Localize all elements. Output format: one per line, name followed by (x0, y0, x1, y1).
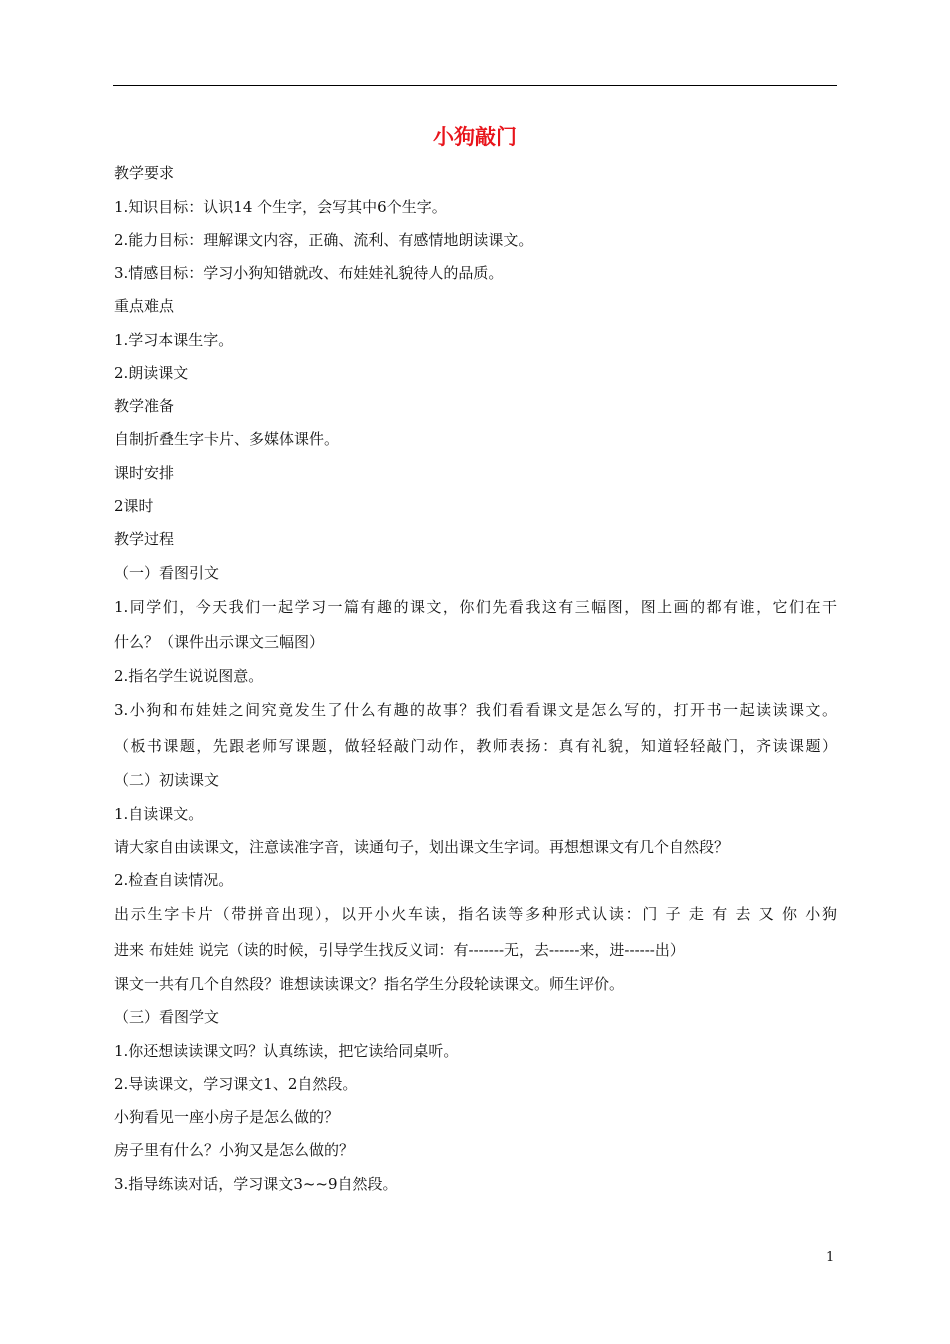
text-line: 1.你还想读读课文吗？认真练读，把它读给同桌听。 (114, 1042, 459, 1060)
document-title: 小狗敲门 (433, 124, 517, 149)
text-line: 课时安排 (114, 464, 175, 482)
text-line: 教学过程 (114, 530, 175, 548)
text-line: 房子里有什么？小狗又是怎么做的？ (114, 1141, 355, 1159)
text-line: 2.能力目标：理解课文内容，正确、流利、有感情地朗读课文。 (114, 231, 534, 249)
text-line: 1.自读课文。 (114, 805, 204, 823)
text-line: 小狗看见一座小房子是怎么做的？ (114, 1108, 340, 1126)
text-line: 重点难点 (114, 297, 175, 315)
text-line: 进来 布娃娃 说完（读的时候，引导学生找反义词：有-------无，去------来，进------出） (114, 941, 685, 959)
text-line: 2课时 (114, 497, 154, 515)
text-line: 1.同学们，今天我们一起学习一篇有趣的课文，你们先看我这有三幅图，图上画的都有谁，它们在干 (114, 598, 837, 616)
text-line: 2.导读课文，学习课文1、2自然段。 (114, 1075, 358, 1093)
text-line: 3.小狗和布娃娃之间究竟发生了什么有趣的故事？我们看看课文是怎么写的，打开书一起读读课文。 (114, 701, 837, 719)
text-line: 请大家自由读课文，注意读准字音，读通句子，划出课文生字词。再想想课文有几个自然段？ (114, 838, 730, 856)
text-line: 2.指名学生说说图意。 (114, 667, 264, 685)
text-line: 课文一共有几个自然段？谁想读读课文？指名学生分段轮读课文。师生评价。 (114, 975, 625, 993)
text-line: 3.情感目标：学习小狗知错就改、布娃娃礼貌待人的品质。 (114, 264, 504, 282)
page-number: 1 (826, 1250, 835, 1265)
text-line: 3.指导练读对话，学习课文3~~9自然段。 (114, 1175, 398, 1193)
text-line: 1.知识目标：认识14 个生字，会写其中6个生字。 (114, 198, 447, 216)
text-line: 教学准备 (114, 397, 175, 415)
text-line: 教学要求 (114, 164, 175, 182)
header-rule (113, 85, 837, 86)
text-line: 出示生字卡片（带拼音出现），以开小火车读，指名读等多种形式认读：门 子 走 有 去 又 你 小狗 (114, 905, 837, 923)
text-line: 2.检查自读情况。 (114, 871, 234, 889)
text-line: （三）看图学文 (114, 1008, 220, 1026)
text-line: 自制折叠生字卡片、多媒体课件。 (114, 430, 340, 448)
text-line: 2.朗读课文 (114, 364, 189, 382)
text-line: （二）初读课文 (114, 771, 220, 789)
text-line: （一）看图引文 (114, 564, 220, 582)
text-line: 1.学习本课生字。 (114, 331, 234, 349)
text-line: 什么？（课件出示课文三幅图） (114, 633, 325, 651)
text-line: （板书课题，先跟老师写课题，做轻轻敲门动作，教师表扬：真有礼貌，知道轻轻敲门，齐读课题） (114, 737, 837, 755)
